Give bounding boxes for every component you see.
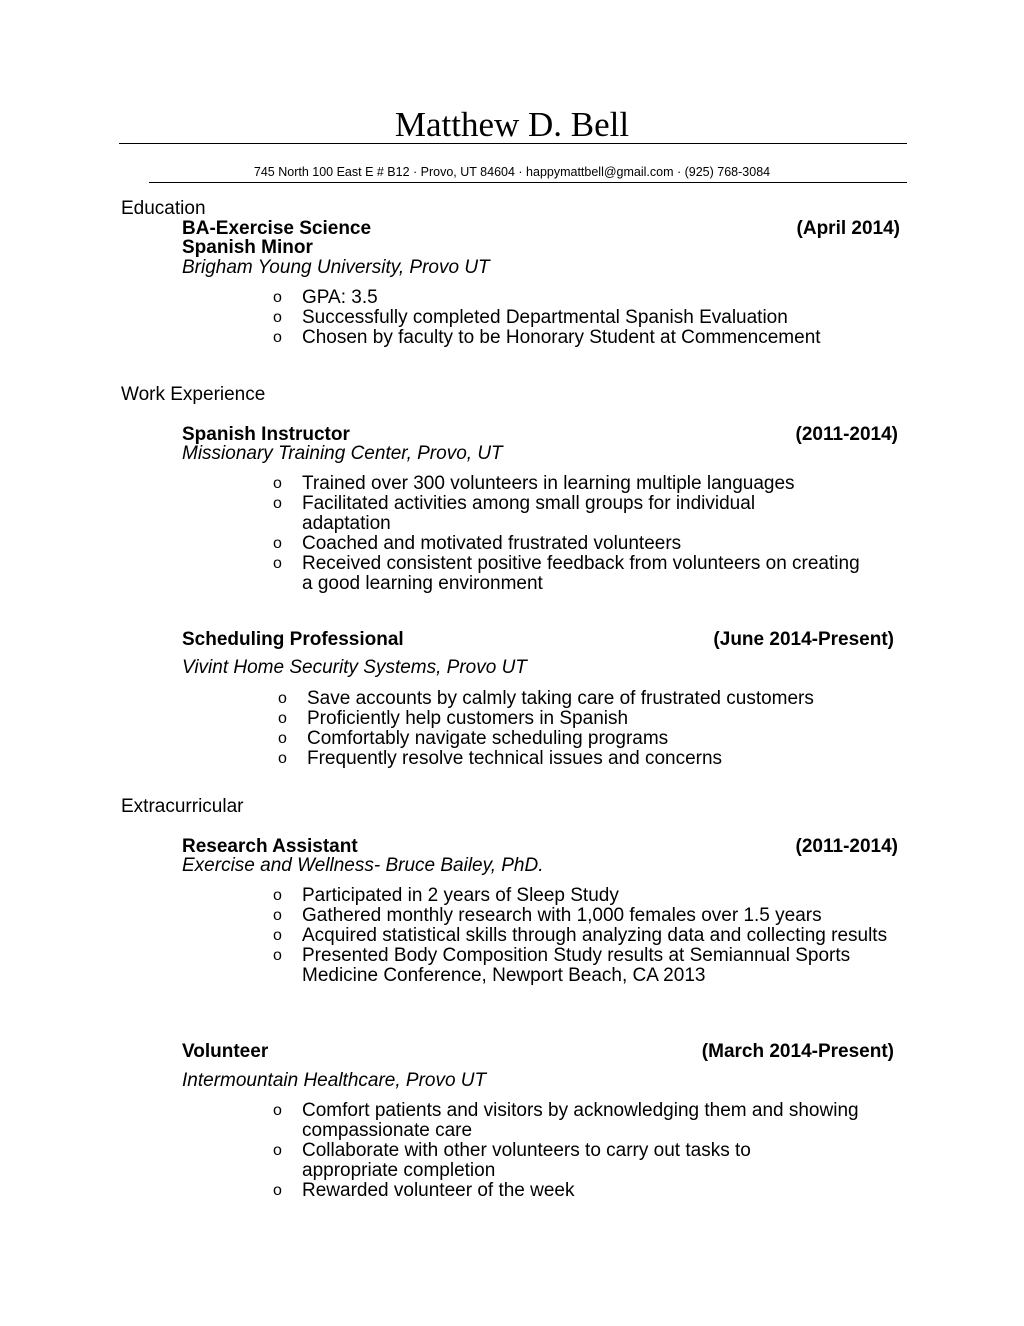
list-item: o Facilitated activities among small groups for individual adaptation bbox=[273, 493, 756, 534]
education-bullet-list bbox=[273, 287, 821, 348]
list-item: o Frequently resolve technical issues and concerns bbox=[278, 748, 723, 769]
job-org: Vivint Home Security Systems, Provo UT bbox=[182, 657, 527, 678]
job-title: Spanish Instructor bbox=[182, 424, 350, 445]
header-rule-top bbox=[119, 143, 907, 144]
job-bullet-list bbox=[278, 688, 814, 769]
list-item: o Rewarded volunteer of the week bbox=[273, 1180, 575, 1201]
bullet-marker: o bbox=[278, 730, 287, 747]
bullet-marker: o bbox=[273, 907, 282, 924]
job-org: Missionary Training Center, Provo, UT bbox=[182, 443, 503, 464]
activity-date: (2011-2014) bbox=[795, 836, 898, 857]
list-item: o Proficiently help customers in Spanish bbox=[278, 708, 629, 729]
degree-title: BA-Exercise Science bbox=[182, 218, 372, 239]
activity-org: Exercise and Wellness- Bruce Bailey, PhD. bbox=[182, 855, 544, 876]
bullet-marker: o bbox=[273, 555, 282, 572]
list-item: o Successfully completed Departmental Spanish Evaluation bbox=[273, 307, 788, 328]
job-title: Scheduling Professional bbox=[182, 629, 404, 650]
section-heading-extracurricular: Extracurricular bbox=[121, 796, 244, 817]
job-date: (June 2014-Present) bbox=[713, 629, 894, 650]
list-item: o Acquired statistical skills through analyzing data and collecting results bbox=[273, 925, 888, 946]
bullet-marker: o bbox=[273, 1182, 282, 1199]
list-item: o Received consistent positive feedback from volunteers on creating a good learning environment bbox=[273, 553, 860, 594]
bullet-marker: o bbox=[278, 710, 287, 727]
contact-line: 745 North 100 East E # B12 · Provo, UT 84604 · happymattbell@gmail.com · (925) 768-3084 bbox=[253, 165, 771, 179]
list-item: o Comfortably navigate scheduling programs bbox=[278, 728, 669, 749]
bullet-marker: o bbox=[273, 535, 282, 552]
activity-bullet-list bbox=[273, 885, 902, 986]
list-item: o Presented Body Composition Study results at Semiannual Sports Medicine Conference, Newport Beach, CA 2013 bbox=[273, 945, 851, 986]
activity-bullet-list bbox=[273, 1100, 862, 1201]
list-item: o Chosen by faculty to be Honorary Student at Commencement bbox=[273, 327, 821, 348]
bullet-marker: o bbox=[278, 750, 287, 767]
bullet-marker: o bbox=[273, 947, 282, 964]
bullet-marker: o bbox=[273, 475, 282, 492]
list-item: o Participated in 2 years of Sleep Study bbox=[273, 885, 619, 906]
bullet-marker: o bbox=[273, 289, 282, 306]
bullet-marker: o bbox=[273, 887, 282, 904]
list-item: o Trained over 300 volunteers in learning multiple languages bbox=[273, 473, 795, 494]
minor-title: Spanish Minor bbox=[182, 237, 313, 258]
degree-date: (April 2014) bbox=[796, 218, 900, 239]
list-item: o Gathered monthly research with 1,000 females over 1.5 years bbox=[273, 905, 822, 926]
bullet-marker: o bbox=[273, 1102, 282, 1119]
activity-org: Intermountain Healthcare, Provo UT bbox=[182, 1070, 487, 1091]
bullet-marker: o bbox=[273, 329, 282, 346]
header-rule-bottom bbox=[149, 182, 907, 183]
list-item: o Collaborate with other volunteers to carry out tasks to appropriate completion bbox=[273, 1140, 751, 1181]
bullet-marker: o bbox=[278, 690, 287, 707]
list-item: o Coached and motivated frustrated volunteers bbox=[273, 533, 682, 554]
activity-title: Research Assistant bbox=[182, 836, 358, 857]
list-item: o Save accounts by calmly taking care of frustrated customers bbox=[278, 688, 814, 709]
section-heading-work: Work Experience bbox=[121, 384, 266, 405]
job-bullet-list bbox=[273, 473, 862, 594]
bullet-marker: o bbox=[273, 495, 282, 512]
section-heading-education: Education bbox=[121, 198, 206, 219]
list-item: o GPA: 3.5 bbox=[273, 287, 378, 308]
activity-title: Volunteer bbox=[182, 1041, 269, 1062]
resume-name: Matthew D. Bell bbox=[394, 105, 630, 144]
bullet-marker: o bbox=[273, 309, 282, 326]
activity-date: (March 2014-Present) bbox=[701, 1041, 894, 1062]
list-item: o Comfort patients and visitors by acknowledging them and showing compassionate care bbox=[273, 1100, 859, 1141]
bullet-marker: o bbox=[273, 1142, 282, 1159]
school-name: Brigham Young University, Provo UT bbox=[182, 257, 490, 278]
job-date: (2011-2014) bbox=[795, 424, 898, 445]
bullet-marker: o bbox=[273, 927, 282, 944]
